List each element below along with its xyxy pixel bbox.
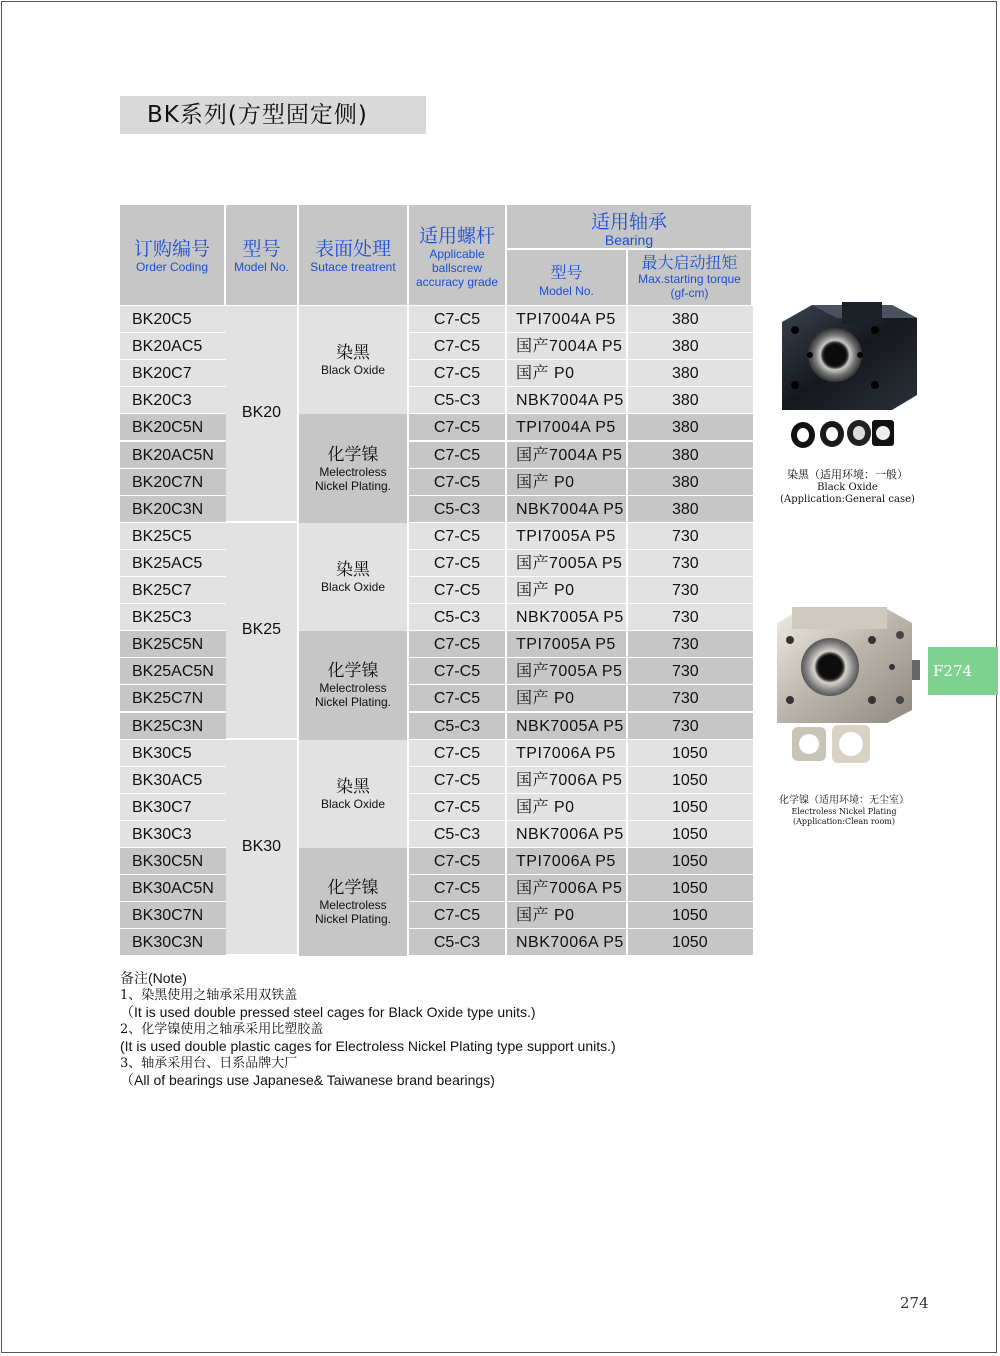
model-group-cell: BK25 [226, 523, 299, 740]
grade-cell: C7-C5 [409, 523, 507, 550]
grade-cell: C5-C3 [409, 387, 507, 414]
torque-cell: 380 [628, 442, 753, 469]
finish-nickel-cell [299, 414, 409, 522]
finish-black-cn: 染黑 [336, 343, 370, 364]
order-code-cell: BK20C3N [120, 496, 226, 523]
finish-black-oxide-cell [299, 306, 409, 414]
notes-section [120, 970, 616, 1089]
bearing-model-cell: TPI7004A P5 [507, 306, 628, 333]
grade-cell: C7-C5 [409, 658, 507, 685]
bearing-model-cell: 国产7006A P5 [507, 875, 628, 902]
bearing-model-cell: 国产7004A P5 [507, 333, 628, 360]
order-code-cell: BK30C3N [120, 929, 226, 956]
order-code-cell: BK25C5 [120, 523, 226, 550]
torque-cell: 380 [628, 360, 753, 387]
grade-cell: C7-C5 [409, 875, 507, 902]
finish-black-oxide-cell [299, 740, 409, 848]
order-code-cell: BK20C7 [120, 360, 226, 387]
finish-nickel-en1: Melectroless [319, 681, 387, 696]
finish-black-en: Black Oxide [320, 796, 386, 811]
order-code-cell: BK30C5N [120, 848, 226, 875]
finish-black-en: Black Oxide [320, 579, 386, 594]
nickel-plated-support-unit-image [772, 605, 922, 775]
black-oxide-support-unit-image [772, 300, 922, 455]
torque-cell: 730 [628, 685, 753, 712]
grade-cell: C7-C5 [409, 550, 507, 577]
order-code-cell: BK30C7N [120, 902, 226, 929]
bearing-model-cell: 国产7005A P5 [507, 658, 628, 685]
note-1-en: （It is used double pressed steel cages for Black Oxide type units.) [120, 1004, 536, 1020]
finish-nickel-cn: 化学镍 [327, 444, 379, 465]
torque-cell: 1050 [628, 767, 753, 794]
torque-cell: 380 [628, 387, 753, 414]
bearing-model-cell: NBK7004A P5 [507, 387, 628, 414]
finish-nickel-en2: Nickel Plating. [314, 478, 392, 493]
order-code-cell: BK30C3 [120, 821, 226, 848]
grade-cell: C7-C5 [409, 469, 507, 496]
order-code-cell: BK25C3 [120, 604, 226, 631]
order-code-cell: BK20AC5 [120, 333, 226, 360]
order-code-cell: BK20AC5N [120, 442, 226, 469]
bearing-model-cell: 国产 P0 [507, 902, 628, 929]
grade-cell: C5-C3 [409, 713, 507, 740]
bearing-model-cell: NBK7005A P5 [507, 713, 628, 740]
bearing-model-cell: TPI7006A P5 [507, 740, 628, 767]
torque-cell: 1050 [628, 929, 753, 956]
bearing-model-cell: 国产 P0 [507, 577, 628, 604]
header-order-coding: 订购编号 Order Coding [120, 205, 226, 305]
grade-cell: C7-C5 [409, 848, 507, 875]
header-applicable-ballscrew: 适用螺杆 Applicable ballscrew accuracy grade [409, 205, 507, 305]
bearing-model-cell: 国产7005A P5 [507, 550, 628, 577]
order-code-cell: BK30C7 [120, 794, 226, 821]
bearing-model-cell: TPI7004A P5 [507, 414, 628, 441]
note-3-en: （All of bearings use Japanese& Taiwanese brand bearings) [120, 1072, 495, 1088]
grade-cell: C5-C3 [409, 929, 507, 956]
finish-nickel-en2: Nickel Plating. [314, 695, 392, 710]
finish-black-en: Black Oxide [320, 363, 386, 378]
torque-cell: 730 [628, 713, 753, 740]
model-group-cell: BK30 [226, 740, 299, 957]
finish-black-cn: 染黑 [336, 776, 370, 797]
bearing-model-cell: NBK7005A P5 [507, 604, 628, 631]
finish-black-cn: 染黑 [336, 559, 370, 580]
bearing-model-cell: 国产 P0 [507, 360, 628, 387]
order-code-cell: BK30C5 [120, 740, 226, 767]
torque-cell: 380 [628, 306, 753, 333]
page-title: BK系列(方型固定侧) [120, 96, 426, 134]
order-code-cell: BK25C7N [120, 685, 226, 712]
grade-cell: C7-C5 [409, 360, 507, 387]
header-bearing: 适用轴承 Bearing [507, 205, 753, 250]
bearing-model-cell: NBK7006A P5 [507, 929, 628, 956]
torque-cell: 730 [628, 550, 753, 577]
header-bearing-model: 型号 Model No. [507, 250, 628, 305]
torque-cell: 1050 [628, 848, 753, 875]
order-code-cell: BK20C3 [120, 387, 226, 414]
header-model-no: 型号 Model No. [226, 205, 299, 305]
grade-cell: C7-C5 [409, 333, 507, 360]
finish-nickel-cn: 化学镍 [327, 878, 379, 899]
torque-cell: 730 [628, 631, 753, 658]
bearing-model-cell: 国产 P0 [507, 794, 628, 821]
finish-nickel-en1: Melectroless [319, 464, 387, 479]
bearing-model-cell: 国产 P0 [507, 685, 628, 712]
page-number: 274 [900, 1294, 929, 1312]
order-code-cell: BK25C3N [120, 713, 226, 740]
bearing-model-cell: 国产 P0 [507, 469, 628, 496]
grade-cell: C7-C5 [409, 306, 507, 333]
finish-black-oxide-cell [299, 523, 409, 631]
grade-cell: C7-C5 [409, 740, 507, 767]
note-3-cn: 3、轴承采用台、日系品牌大厂 [120, 1056, 298, 1071]
header-surface-treatment: 表面处理 Sutace treatrent [299, 205, 409, 305]
torque-cell: 730 [628, 577, 753, 604]
grade-cell: C5-C3 [409, 604, 507, 631]
black-oxide-caption: 染黑（适用环境：一般） Black Oxide (Application:General case) [780, 468, 915, 505]
grade-cell: C7-C5 [409, 414, 507, 441]
grade-cell: C7-C5 [409, 577, 507, 604]
torque-cell: 380 [628, 414, 753, 441]
finish-nickel-cell [299, 631, 409, 739]
note-1-cn: 1、染黑使用之轴承采用双铁盖 [120, 988, 298, 1003]
grade-cell: C7-C5 [409, 631, 507, 658]
grade-cell: C7-C5 [409, 794, 507, 821]
order-code-cell: BK20C7N [120, 469, 226, 496]
grade-cell: C7-C5 [409, 767, 507, 794]
torque-cell: 380 [628, 496, 753, 523]
finish-nickel-cn: 化学镍 [327, 661, 379, 682]
page-section-tab: F274 [928, 647, 998, 695]
finish-nickel-en1: Melectroless [319, 898, 387, 913]
torque-cell: 1050 [628, 740, 753, 767]
torque-cell: 1050 [628, 794, 753, 821]
torque-cell: 730 [628, 658, 753, 685]
torque-cell: 1050 [628, 821, 753, 848]
grade-cell: C7-C5 [409, 442, 507, 469]
grade-cell: C5-C3 [409, 496, 507, 523]
torque-cell: 380 [628, 469, 753, 496]
order-code-cell: BK25C5N [120, 631, 226, 658]
bearing-model-cell: NBK7006A P5 [507, 821, 628, 848]
bearing-model-cell: TPI7005A P5 [507, 631, 628, 658]
grade-cell: C5-C3 [409, 821, 507, 848]
finish-nickel-en2: Nickel Plating. [314, 912, 392, 927]
order-code-cell: BK20C5 [120, 306, 226, 333]
torque-cell: 730 [628, 604, 753, 631]
order-code-cell: BK25AC5N [120, 658, 226, 685]
torque-cell: 1050 [628, 902, 753, 929]
bearing-model-cell: 国产7006A P5 [507, 767, 628, 794]
note-2-en: (It is used double plastic cages for Electroless Nickel Plating type support units.) [120, 1038, 616, 1054]
notes-heading: 备注(Note) [120, 970, 187, 986]
model-group-cell: BK20 [226, 306, 299, 523]
bearing-model-cell: TPI7005A P5 [507, 523, 628, 550]
torque-cell: 1050 [628, 875, 753, 902]
note-2-cn: 2、化学镍使用之轴承采用比塑胶盖 [120, 1022, 324, 1037]
torque-cell: 380 [628, 333, 753, 360]
header-max-torque: 最大启动扭矩 Max.starting torque (gf-cm) [628, 250, 753, 305]
grade-cell: C7-C5 [409, 902, 507, 929]
nickel-caption: 化学镍（适用环境：无尘室） Electroless Nickel Plating (Application:Clean room) [779, 795, 909, 826]
order-code-cell: BK30AC5N [120, 875, 226, 902]
bearing-model-cell: 国产7004A P5 [507, 442, 628, 469]
order-code-cell: BK20C5N [120, 414, 226, 441]
order-code-cell: BK25C7 [120, 577, 226, 604]
grade-cell: C7-C5 [409, 685, 507, 712]
order-code-cell: BK30AC5 [120, 767, 226, 794]
order-code-cell: BK25AC5 [120, 550, 226, 577]
finish-nickel-cell [299, 848, 409, 956]
bearing-model-cell: TPI7006A P5 [507, 848, 628, 875]
bearing-model-cell: NBK7004A P5 [507, 496, 628, 523]
torque-cell: 730 [628, 523, 753, 550]
